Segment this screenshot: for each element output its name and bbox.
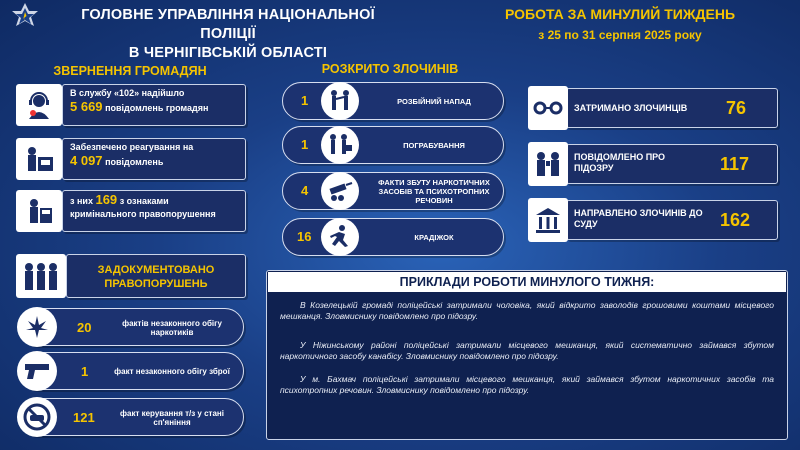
thief-running-icon: [321, 218, 359, 256]
pistol-icon: [17, 351, 57, 391]
officer-desk-icon: [16, 190, 62, 232]
appeal-value-102: 5 669: [70, 99, 103, 114]
operator-headset-icon: [16, 84, 62, 126]
documented-drunk-driving-value: 121: [73, 410, 95, 425]
appeal-text-criminal: з них 169 з ознаками кримінального правопорушення: [70, 192, 216, 219]
appeals-title: ЗВЕРНЕННЯ ГРОМАДЯН: [53, 64, 207, 78]
solved-robbery-assault: [282, 82, 504, 120]
documented-drugs-value: 20: [77, 320, 92, 335]
examples-title: ПРИКЛАДИ РОБОТИ МИНУЛОГО ТИЖНЯ:: [399, 275, 655, 289]
example-paragraph-1: В Козелецькій громаді поліцейські затримали чоловіка, який відкрито заволодів грошовими коштами місцевого мешканця. Зловмиснику повідомлено про підозру.: [280, 300, 774, 321]
report-period: з 25 по 31 серпня 2025 року: [538, 28, 702, 42]
solved-robbery: [282, 126, 504, 164]
solved-drug-sales: [282, 172, 504, 210]
courthouse-icon: [528, 198, 568, 242]
report-title: РОБОТА ЗА МИНУЛИЙ ТИЖДЕНЬ: [504, 6, 736, 22]
police-car-icon: [16, 138, 62, 180]
appeal-text-102: В службу «102» надійшло 5 669 повідомлень громадян: [70, 88, 209, 114]
snatch-theft-icon: [321, 126, 359, 164]
solved-robbery-assault-value: 1: [301, 93, 309, 108]
documented-drugs-label: фактів незаконного обігу наркотиків: [122, 319, 222, 337]
documented-drunk-driving: [18, 398, 244, 436]
documented-title: ЗАДОКУМЕНТОВАНО ПРАВОПОРУШЕНЬ: [97, 264, 215, 290]
agency-name: [58, 6, 398, 63]
solved-thefts-value: 16: [297, 229, 312, 244]
police-badge-icon: [10, 2, 40, 36]
cannabis-leaf-icon: [17, 307, 57, 347]
drug-syringe-icon: [321, 172, 359, 210]
appeal-text-response: Забезпечено реагування на 4 097 повідомлень: [70, 142, 194, 168]
robbery-assault-icon: [321, 82, 359, 120]
agency-line-1: ГОЛОВНЕ УПРАВЛІННЯ НАЦІОНАЛЬНОЇ ПОЛІЦІЇ: [81, 7, 375, 42]
stat-court-label: НАПРАВЛЕНО ЗЛОЧИНІВ ДО СУДУ: [574, 208, 703, 229]
stat-detained-label: ЗАТРИМАНО ЗЛОЧИНЦІВ: [574, 103, 688, 113]
solved-drug-sales-value: 4: [301, 183, 309, 198]
notification-suspect-icon: [528, 142, 568, 186]
solved-robbery-value: 1: [301, 137, 309, 152]
officers-group-icon: [16, 254, 66, 298]
documented-weapons: [18, 352, 244, 390]
example-paragraph-3: У м. Бахмач поліцейські затримали місцевого мешканця, який займався збутом наркотичних засобів та психотропних речовин. Зловмиснику повідомлено про підозру.: [280, 374, 774, 395]
example-paragraph-2: У Ніжинському районі поліцейські затримали місцевого мешканця, який систематично займався збутом наркотичного засобу канабісу. Зловмиснику повідомлено про підозру.: [280, 340, 774, 361]
appeal-value-response: 4 097: [70, 153, 103, 168]
appeal-value-criminal: 169: [95, 192, 118, 207]
documented-drunk-driving-label: факт керування т/з у стані сп'яніння: [120, 409, 224, 427]
solved-drug-sales-label: ФАКТИ ЗБУТУ НАРКОТИЧНИХ ЗАСОБІВ ТА ПСИХОТРОПНИХ РЕЧОВИН: [378, 178, 490, 205]
documented-weapons-value: 1: [81, 364, 89, 379]
stat-suspicion-label: ПОВІДОМЛЕНО ПРО ПІДОЗРУ: [574, 152, 666, 173]
documented-weapons-label: факт незаконного обігу зброї: [114, 367, 230, 376]
stat-suspicion-value: 117: [720, 154, 750, 174]
solved-robbery-assault-label: РОЗБІЙНИЙ НАПАД: [397, 97, 471, 106]
solved-title: РОЗКРИТО ЗЛОЧИНІВ: [321, 62, 459, 76]
no-drunk-driving-icon: [17, 397, 57, 437]
handcuffs-icon: [528, 86, 568, 130]
solved-thefts-label: КРАДІЖОК: [414, 233, 454, 242]
report-heading: [470, 6, 770, 42]
documented-drugs: [18, 308, 244, 346]
examples-title-bar: [268, 272, 786, 292]
solved-robbery-label: ПОГРАБУВАННЯ: [403, 141, 465, 150]
solved-thefts: [282, 218, 504, 256]
agency-line-2: В ЧЕРНІГІВСЬКІЙ ОБЛАСТІ: [128, 45, 328, 61]
stat-detained-value: 76: [726, 98, 747, 118]
stat-court-value: 162: [720, 210, 751, 230]
